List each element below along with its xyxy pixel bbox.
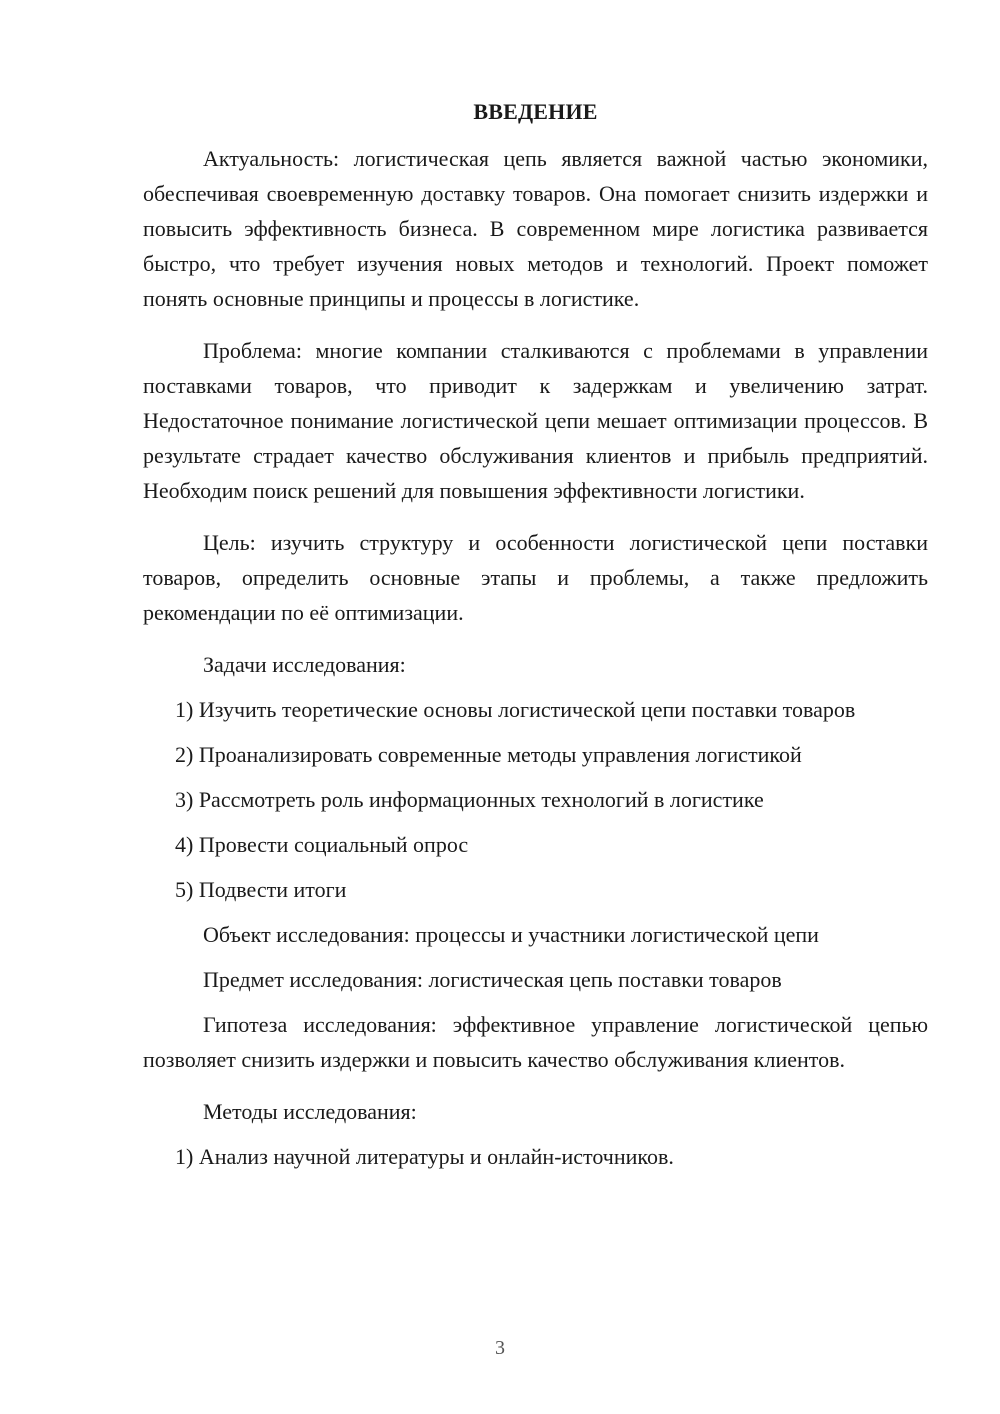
paragraph-hypothesis: Гипотеза исследования: эффективное управление логистической цепью позволяет снизить издержки и повысить качество обслуживания клиентов. xyxy=(143,1012,928,1072)
task-item-3: 3) Рассмотреть роль информационных технологий в логистике xyxy=(175,787,764,812)
task-item-5: 5) Подвести итоги xyxy=(175,877,347,902)
document-body xyxy=(143,94,928,1184)
tasks-heading: Задачи исследования: xyxy=(203,652,406,677)
page-title: ВВЕДЕНИЕ xyxy=(473,99,598,124)
paragraph-problem: Проблема: многие компании сталкиваются с проблемами в управлении поставками товаров, что приводит к задержкам и увеличению затрат. Недостаточное понимание логистической цепи мешает оптимизации процессов. В результате страдает качество обслуживания клиентов и прибыль предприятий. Необходим поиск решений для повышения эффективности логистики. xyxy=(143,338,928,503)
paragraph-subject: Предмет исследования: логистическая цепь поставки товаров xyxy=(203,967,782,992)
paragraph-goal: Цель: изучить структуру и особенности логистической цепи поставки товаров, определить основные этапы и проблемы, а также предложить рекомендации по её оптимизации. xyxy=(143,530,928,625)
paragraph-object: Объект исследования: процессы и участники логистической цепи xyxy=(203,922,819,947)
paragraph-relevance: Актуальность: логистическая цепь является важной частью экономики, обеспечивая своевременную доставку товаров. Она помогает снизить издержки и повысить эффективность бизнеса. В современном мире логистика развивается быстро, что требует изучения новых методов и технологий. Проект поможет понять основные принципы и процессы в логистике. xyxy=(143,146,928,311)
methods-heading: Методы исследования: xyxy=(203,1099,417,1124)
task-item-2: 2) Проанализировать современные методы управления логистикой xyxy=(175,742,802,767)
method-item-1: 1) Анализ научной литературы и онлайн-источников. xyxy=(175,1144,674,1169)
task-item-4: 4) Провести социальный опрос xyxy=(175,832,469,857)
task-item-1: 1) Изучить теоретические основы логистической цепи поставки товаров xyxy=(175,697,856,722)
page-number: 3 xyxy=(495,1337,505,1359)
